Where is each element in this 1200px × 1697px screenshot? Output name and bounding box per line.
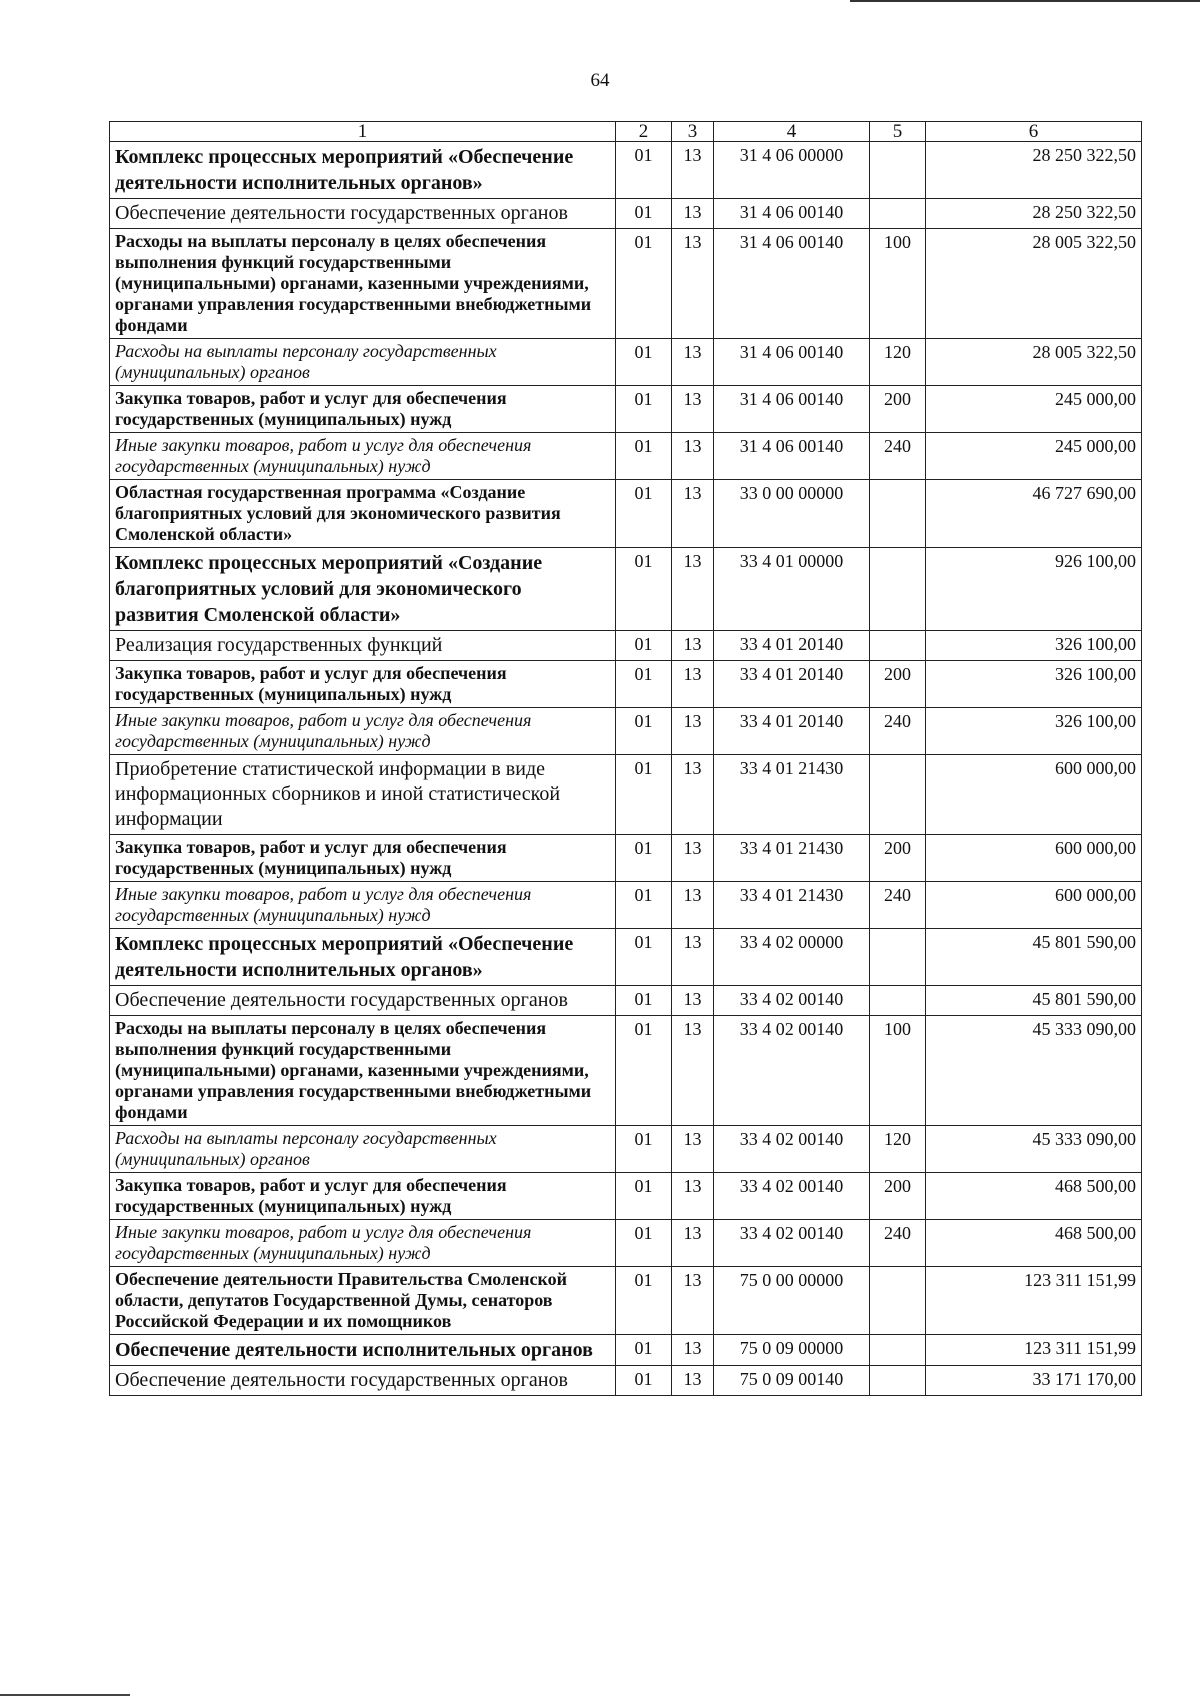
target-article-code: 33 4 02 00140 bbox=[714, 986, 870, 1016]
column-header: 5 bbox=[870, 122, 926, 142]
line-item-name: Расходы на выплаты персоналу в целях обеспечения выполнения функций государственными (муниципальными) органами, казенными учреждениями, органами управления государственными внебюджетными фондами bbox=[110, 229, 616, 339]
section-code: 01 bbox=[616, 1173, 672, 1220]
expense-type-code: 200 bbox=[870, 835, 926, 882]
section-code: 01 bbox=[616, 882, 672, 929]
subsection-code: 13 bbox=[672, 1173, 714, 1220]
expense-type-code: 120 bbox=[870, 339, 926, 386]
expense-type-code bbox=[870, 1366, 926, 1396]
section-code: 01 bbox=[616, 929, 672, 986]
section-code: 01 bbox=[616, 480, 672, 548]
table-row bbox=[110, 929, 1142, 986]
amount: 123 311 151,99 bbox=[926, 1335, 1142, 1366]
table-row bbox=[110, 1267, 1142, 1335]
table-row bbox=[110, 1335, 1142, 1366]
section-code: 01 bbox=[616, 1220, 672, 1267]
column-header: 3 bbox=[672, 122, 714, 142]
section-code: 01 bbox=[616, 835, 672, 882]
amount: 123 311 151,99 bbox=[926, 1267, 1142, 1335]
table-row bbox=[110, 142, 1142, 199]
subsection-code: 13 bbox=[672, 929, 714, 986]
target-article-code: 75 0 09 00000 bbox=[714, 1335, 870, 1366]
scan-edge-line bbox=[850, 0, 1200, 2]
expense-type-code bbox=[870, 1335, 926, 1366]
table-row bbox=[110, 386, 1142, 433]
line-item-name: Расходы на выплаты персоналу в целях обеспечения выполнения функций государственными (муниципальными) органами, казенными учреждениями, органами управления государственными внебюджетными фондами bbox=[110, 1016, 616, 1126]
section-code: 01 bbox=[616, 386, 672, 433]
table-row bbox=[110, 755, 1142, 835]
expense-type-code bbox=[870, 1267, 926, 1335]
section-code: 01 bbox=[616, 229, 672, 339]
expense-type-code bbox=[870, 548, 926, 631]
section-code: 01 bbox=[616, 986, 672, 1016]
section-code: 01 bbox=[616, 142, 672, 199]
target-article-code: 33 4 02 00140 bbox=[714, 1016, 870, 1126]
amount: 326 100,00 bbox=[926, 631, 1142, 661]
line-item-name: Иные закупки товаров, работ и услуг для обеспечения государственных (муниципальных) нужд bbox=[110, 708, 616, 755]
table-row bbox=[110, 199, 1142, 229]
budget-table bbox=[109, 121, 1142, 1396]
expense-type-code: 240 bbox=[870, 708, 926, 755]
line-item-name: Обеспечение деятельности государственных органов bbox=[110, 986, 616, 1016]
line-item-name: Комплекс процессных мероприятий «Создание благоприятных условий для экономического развития Смоленской области» bbox=[110, 548, 616, 631]
table-row bbox=[110, 631, 1142, 661]
line-item-name: Закупка товаров, работ и услуг для обеспечения государственных (муниципальных) нужд bbox=[110, 835, 616, 882]
expense-type-code: 240 bbox=[870, 433, 926, 480]
amount: 926 100,00 bbox=[926, 548, 1142, 631]
table-row bbox=[110, 339, 1142, 386]
subsection-code: 13 bbox=[672, 433, 714, 480]
column-header: 2 bbox=[616, 122, 672, 142]
subsection-code: 13 bbox=[672, 1126, 714, 1173]
subsection-code: 13 bbox=[672, 755, 714, 835]
target-article-code: 33 4 01 20140 bbox=[714, 708, 870, 755]
target-article-code: 33 4 01 21430 bbox=[714, 835, 870, 882]
line-item-name: Иные закупки товаров, работ и услуг для обеспечения государственных (муниципальных) нужд bbox=[110, 882, 616, 929]
line-item-name: Приобретение статистической информации в виде информационных сборников и иной статистической информации bbox=[110, 755, 616, 835]
subsection-code: 13 bbox=[672, 548, 714, 631]
subsection-code: 13 bbox=[672, 986, 714, 1016]
subsection-code: 13 bbox=[672, 882, 714, 929]
line-item-name: Обеспечение деятельности государственных органов bbox=[110, 1366, 616, 1396]
table-row bbox=[110, 986, 1142, 1016]
line-item-name: Закупка товаров, работ и услуг для обеспечения государственных (муниципальных) нужд bbox=[110, 1173, 616, 1220]
line-item-name: Обеспечение деятельности исполнительных органов bbox=[110, 1335, 616, 1366]
line-item-name: Областная государственная программа «Создание благоприятных условий для экономического развития Смоленской области» bbox=[110, 480, 616, 548]
expense-type-code bbox=[870, 142, 926, 199]
table-row bbox=[110, 1366, 1142, 1396]
subsection-code: 13 bbox=[672, 631, 714, 661]
table-row bbox=[110, 1173, 1142, 1220]
column-header: 1 bbox=[110, 122, 616, 142]
expense-type-code bbox=[870, 480, 926, 548]
column-header: 6 bbox=[926, 122, 1142, 142]
line-item-name: Закупка товаров, работ и услуг для обеспечения государственных (муниципальных) нужд bbox=[110, 386, 616, 433]
amount: 45 801 590,00 bbox=[926, 929, 1142, 986]
subsection-code: 13 bbox=[672, 480, 714, 548]
section-code: 01 bbox=[616, 339, 672, 386]
expense-type-code bbox=[870, 199, 926, 229]
section-code: 01 bbox=[616, 1335, 672, 1366]
section-code: 01 bbox=[616, 1366, 672, 1396]
line-item-name: Расходы на выплаты персоналу государственных (муниципальных) органов bbox=[110, 1126, 616, 1173]
table-row bbox=[110, 1126, 1142, 1173]
target-article-code: 33 4 01 20140 bbox=[714, 661, 870, 708]
subsection-code: 13 bbox=[672, 142, 714, 199]
line-item-name: Иные закупки товаров, работ и услуг для обеспечения государственных (муниципальных) нужд bbox=[110, 1220, 616, 1267]
line-item-name: Обеспечение деятельности государственных органов bbox=[110, 199, 616, 229]
table-row bbox=[110, 835, 1142, 882]
subsection-code: 13 bbox=[672, 1366, 714, 1396]
table-row bbox=[110, 882, 1142, 929]
subsection-code: 13 bbox=[672, 1335, 714, 1366]
table-row bbox=[110, 1016, 1142, 1126]
section-code: 01 bbox=[616, 708, 672, 755]
target-article-code: 31 4 06 00140 bbox=[714, 339, 870, 386]
expense-type-code: 100 bbox=[870, 1016, 926, 1126]
expense-type-code: 200 bbox=[870, 661, 926, 708]
subsection-code: 13 bbox=[672, 661, 714, 708]
column-header: 4 bbox=[714, 122, 870, 142]
amount: 468 500,00 bbox=[926, 1173, 1142, 1220]
subsection-code: 13 bbox=[672, 339, 714, 386]
expense-type-code: 200 bbox=[870, 386, 926, 433]
table-row bbox=[110, 480, 1142, 548]
section-code: 01 bbox=[616, 433, 672, 480]
line-item-name: Иные закупки товаров, работ и услуг для обеспечения государственных (муниципальных) нужд bbox=[110, 433, 616, 480]
section-code: 01 bbox=[616, 199, 672, 229]
expense-type-code bbox=[870, 631, 926, 661]
expense-type-code: 240 bbox=[870, 1220, 926, 1267]
subsection-code: 13 bbox=[672, 1220, 714, 1267]
expense-type-code: 100 bbox=[870, 229, 926, 339]
target-article-code: 33 4 02 00140 bbox=[714, 1220, 870, 1267]
table-row bbox=[110, 708, 1142, 755]
amount: 46 727 690,00 bbox=[926, 480, 1142, 548]
amount: 326 100,00 bbox=[926, 708, 1142, 755]
scan-edge-line bbox=[0, 1694, 130, 1696]
subsection-code: 13 bbox=[672, 1016, 714, 1126]
subsection-code: 13 bbox=[672, 708, 714, 755]
amount: 45 801 590,00 bbox=[926, 986, 1142, 1016]
expense-type-code bbox=[870, 755, 926, 835]
section-code: 01 bbox=[616, 548, 672, 631]
table-body bbox=[110, 142, 1142, 1396]
amount: 600 000,00 bbox=[926, 835, 1142, 882]
target-article-code: 33 4 01 00000 bbox=[714, 548, 870, 631]
target-article-code: 33 4 01 20140 bbox=[714, 631, 870, 661]
target-article-code: 75 0 00 00000 bbox=[714, 1267, 870, 1335]
target-article-code: 33 4 01 21430 bbox=[714, 755, 870, 835]
section-code: 01 bbox=[616, 1267, 672, 1335]
table-row bbox=[110, 433, 1142, 480]
line-item-name: Обеспечение деятельности Правительства Смоленской области, депутатов Государственной Думы, сенаторов Российской Федерации и их помощников bbox=[110, 1267, 616, 1335]
expense-type-code bbox=[870, 986, 926, 1016]
expense-type-code bbox=[870, 929, 926, 986]
section-code: 01 bbox=[616, 631, 672, 661]
line-item-name: Расходы на выплаты персоналу государственных (муниципальных) органов bbox=[110, 339, 616, 386]
target-article-code: 33 4 02 00000 bbox=[714, 929, 870, 986]
amount: 326 100,00 bbox=[926, 661, 1142, 708]
target-article-code: 31 4 06 00140 bbox=[714, 386, 870, 433]
amount: 245 000,00 bbox=[926, 386, 1142, 433]
section-code: 01 bbox=[616, 755, 672, 835]
section-code: 01 bbox=[616, 1126, 672, 1173]
page-number: 64 bbox=[590, 70, 610, 91]
subsection-code: 13 bbox=[672, 386, 714, 433]
subsection-code: 13 bbox=[672, 835, 714, 882]
line-item-name: Реализация государственных функций bbox=[110, 631, 616, 661]
target-article-code: 31 4 06 00140 bbox=[714, 229, 870, 339]
table-row bbox=[110, 1220, 1142, 1267]
subsection-code: 13 bbox=[672, 1267, 714, 1335]
amount: 468 500,00 bbox=[926, 1220, 1142, 1267]
expense-type-code: 240 bbox=[870, 882, 926, 929]
line-item-name: Комплекс процессных мероприятий «Обеспечение деятельности исполнительных органов» bbox=[110, 929, 616, 986]
target-article-code: 33 4 02 00140 bbox=[714, 1173, 870, 1220]
expense-type-code: 200 bbox=[870, 1173, 926, 1220]
line-item-name: Закупка товаров, работ и услуг для обеспечения государственных (муниципальных) нужд bbox=[110, 661, 616, 708]
line-item-name: Комплекс процессных мероприятий «Обеспечение деятельности исполнительных органов» bbox=[110, 142, 616, 199]
table-header-row bbox=[110, 122, 1142, 142]
target-article-code: 31 4 06 00140 bbox=[714, 199, 870, 229]
amount: 33 171 170,00 bbox=[926, 1366, 1142, 1396]
amount: 28 005 322,50 bbox=[926, 229, 1142, 339]
amount: 28 005 322,50 bbox=[926, 339, 1142, 386]
table-row bbox=[110, 229, 1142, 339]
subsection-code: 13 bbox=[672, 229, 714, 339]
target-article-code: 31 4 06 00000 bbox=[714, 142, 870, 199]
target-article-code: 33 4 02 00140 bbox=[714, 1126, 870, 1173]
amount: 600 000,00 bbox=[926, 755, 1142, 835]
target-article-code: 75 0 09 00140 bbox=[714, 1366, 870, 1396]
amount: 45 333 090,00 bbox=[926, 1016, 1142, 1126]
amount: 245 000,00 bbox=[926, 433, 1142, 480]
expense-type-code: 120 bbox=[870, 1126, 926, 1173]
amount: 28 250 322,50 bbox=[926, 199, 1142, 229]
section-code: 01 bbox=[616, 661, 672, 708]
subsection-code: 13 bbox=[672, 199, 714, 229]
amount: 600 000,00 bbox=[926, 882, 1142, 929]
target-article-code: 33 4 01 21430 bbox=[714, 882, 870, 929]
amount: 28 250 322,50 bbox=[926, 142, 1142, 199]
table-row bbox=[110, 548, 1142, 631]
section-code: 01 bbox=[616, 1016, 672, 1126]
amount: 45 333 090,00 bbox=[926, 1126, 1142, 1173]
table-row bbox=[110, 661, 1142, 708]
target-article-code: 31 4 06 00140 bbox=[714, 433, 870, 480]
target-article-code: 33 0 00 00000 bbox=[714, 480, 870, 548]
